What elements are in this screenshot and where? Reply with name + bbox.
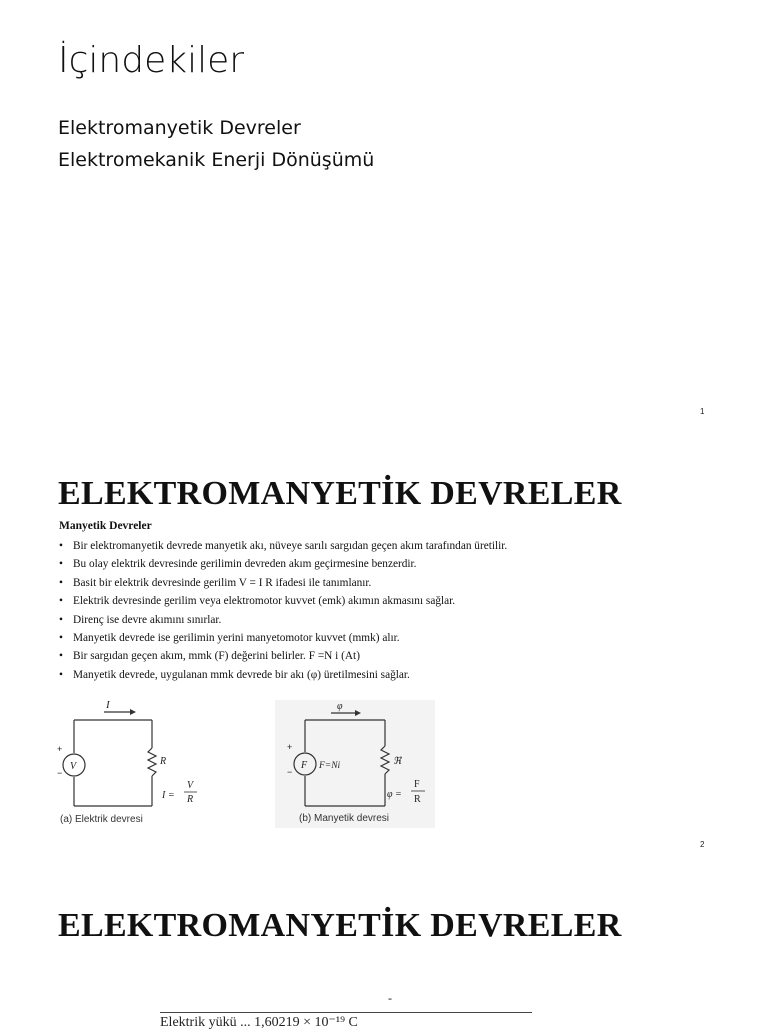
bullet-dot: •: [59, 650, 63, 663]
bullet-dot: •: [59, 632, 63, 645]
bullet-dot: •: [59, 595, 63, 608]
bullet-text: Manyetik devrede, uygulanan mmk devrede bir akı (φ) üretilmesini sağlar.: [73, 668, 410, 681]
bullet-text: Bir elektromanyetik devrede manyetik akı, nüveye sarılı sargıdan geçen akım tarafından üretilir.: [73, 540, 508, 552]
partial-text: Elektrik yükü ... 1,60219 × 10⁻¹⁹ C: [160, 1015, 358, 1030]
bullet-dot: •: [59, 613, 63, 626]
figure-a-caption: (a) Elektrik devresi: [60, 814, 143, 825]
bullet-item: [59, 574, 507, 592]
bullet-dot: •: [59, 576, 63, 589]
bullet-text: Bir sargıdan geçen akım, mmk (F) değerini belirler. F =N i (At): [73, 650, 360, 663]
plus-sign: +: [57, 744, 63, 754]
toc-title: İçindekiler: [58, 40, 245, 81]
figure-b-caption: (b) Manyetik devresi: [299, 813, 390, 824]
dash-mark: -: [388, 991, 392, 1005]
bullet-item: [59, 629, 507, 647]
current-label: I: [106, 699, 110, 711]
electric-circuit-diagram: [52, 698, 212, 828]
bullet-item: [59, 537, 507, 555]
resistor-label: R: [160, 756, 167, 767]
minus-sign: −: [57, 768, 63, 778]
bullet-item: [59, 647, 507, 665]
mmf-equation: F=Ni: [319, 761, 341, 771]
ohm-law-lhs: I =: [162, 790, 175, 801]
bullet-text: Basit bir elektrik devresinde gerilim V = I R ifadesi ile tanımlanır.: [73, 576, 372, 589]
flux-formula-lhs: φ =: [387, 789, 402, 800]
mmf-source-label: F: [301, 760, 308, 771]
slide3-title: ELEKTROMANYETİK DEVRELER: [58, 907, 622, 944]
bullet-item: [59, 611, 507, 629]
minus-sign: −: [287, 767, 293, 777]
bullet-item: [59, 555, 507, 573]
page-number-2: 2: [700, 840, 705, 849]
toc-item-elektromekanik: Elektromekanik Enerji Dönüşümü: [58, 149, 375, 171]
plus-sign: +: [287, 742, 293, 752]
section-subtitle: Manyetik Devreler: [59, 520, 152, 532]
flux-formula-numerator: F: [414, 779, 420, 790]
slide2-title: ELEKTROMANYETİK DEVRELER: [58, 475, 622, 512]
rule-line: [160, 1012, 532, 1013]
bullet-text: Bu olay elektrik devresinde gerilimin devreden akım geçirmesine benzerdir.: [73, 558, 417, 571]
toc-item-elektromanyetik: Elektromanyetik Devreler: [58, 117, 301, 139]
ohm-law-denominator: R: [187, 794, 194, 805]
flux-formula-denominator: R: [414, 794, 421, 805]
bullet-item: [59, 592, 507, 610]
voltage-source-label: V: [70, 761, 77, 772]
bullet-dot: •: [59, 668, 63, 681]
bullet-dot: •: [59, 540, 63, 552]
bullet-dot: •: [59, 558, 63, 571]
bullet-item: [59, 666, 507, 684]
reluctance-label: ℜ: [393, 756, 402, 767]
flux-label: φ: [337, 701, 343, 712]
magnetic-circuit-diagram: [275, 700, 435, 828]
page-number-1: 1: [700, 407, 705, 416]
bullet-text: Elektrik devresinde gerilim veya elektromotor kuvvet (emk) akımın akmasını sağlar.: [73, 595, 456, 608]
bullet-text: Direnç ise devre akımını sınırlar.: [73, 613, 222, 626]
bullet-list: [59, 537, 507, 684]
bullet-text: Manyetik devrede ise gerilimin yerini manyetomotor kuvvet (mmk) alır.: [73, 632, 400, 645]
ohm-law-numerator: V: [187, 780, 194, 791]
